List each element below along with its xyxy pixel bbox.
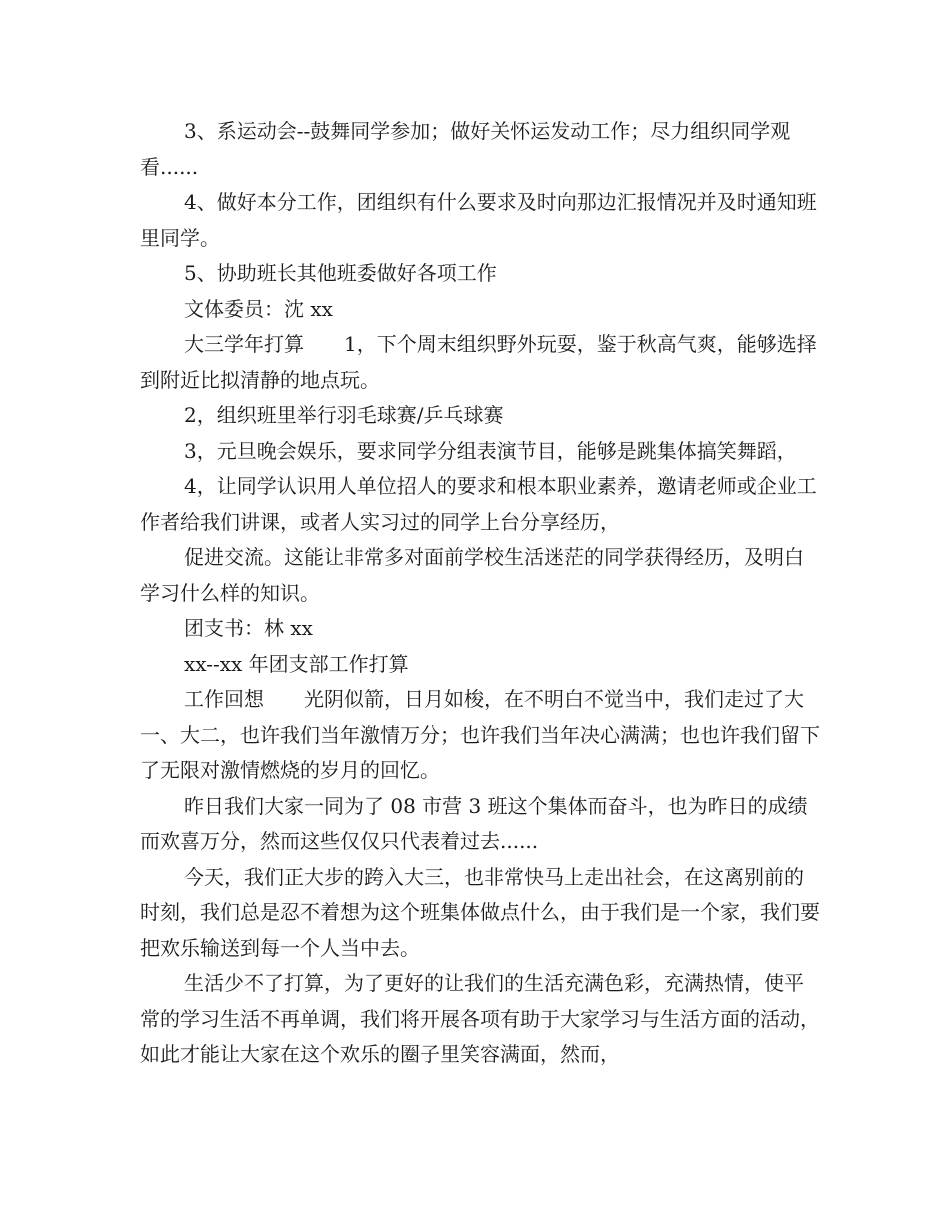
paragraph-junior-year-plan: 大三学年打算 1，下个周末组织野外玩耍，鉴于秋高气爽，能够选择到附近比拟清静的地点玩。 <box>140 332 817 392</box>
heading-league-secretary: 团支书：林 xx <box>184 616 313 640</box>
paragraph-duty-report: 4、做好本分工作，团组织有什么要求及时向那边汇报情况并及时通知班里同学。 <box>140 190 817 250</box>
paragraph-sports-meet: 3、系运动会--鼓舞同学参加；做好关怀运发动工作；尽力组织同学观看...... <box>140 119 791 179</box>
paragraph-exchange: 促进交流。这能让非常多对面前学校生活迷茫的同学获得经历，及明白学习什么样的知识。 <box>140 545 804 605</box>
heading-sports-committee: 文体委员：沈 xx <box>184 296 333 321</box>
paragraph-yesterday: 昨日我们大家一同为了 08 市营 3 班这个集体而奋斗，也为昨日的成绩而欢喜万分，然而这些仅仅只代表着过去...... <box>140 793 808 853</box>
paragraph-work-review: 工作回想 光阴似箭，日月如梭，在不明白不觉当中，我们走过了大一、大二，也许我们当年激情万分；也许我们当年决心满满；也也许我们留下了无限对激情燃烧的岁月的回忆。 <box>140 687 820 782</box>
paragraph-today: 今天，我们正大步的跨入大三，也非常快马上走出社会，在这离别前的时刻，我们总是忍不着想为这个班集体做点什么，由于我们是一个家，我们要把欢乐输送到每一个人当中去。 <box>140 864 820 960</box>
paragraph-badminton: 2，组织班里举行羽毛球赛/乒乓球赛 <box>184 403 504 427</box>
heading-league-plan: xx--xx 年团支部工作打算 <box>184 651 409 676</box>
paragraph-new-year-party: 3，元旦晚会娱乐，要求同学分组表演节目，能够是跳集体搞笑舞蹈， <box>184 438 797 463</box>
document-body <box>140 114 820 1073</box>
paragraph-life-plan: 生活少不了打算，为了更好的让我们的生活充满色彩，充满热情，使平常的学习生活不再单调，我们将开展各项有助于大家学习与生活方面的活动，如此才能让大家在这个欢乐的圈子里笑容满面，然而， <box>140 971 820 1066</box>
paragraph-career-lecture: 4，让同学认识用人单位招人的要求和根本职业素养，邀请老师或企业工作者给我们讲课，或者人实习过的同学上台分享经历， <box>140 474 817 534</box>
paragraph-assist-monitor: 5、协助班长其他班委做好各项工作 <box>184 261 497 285</box>
